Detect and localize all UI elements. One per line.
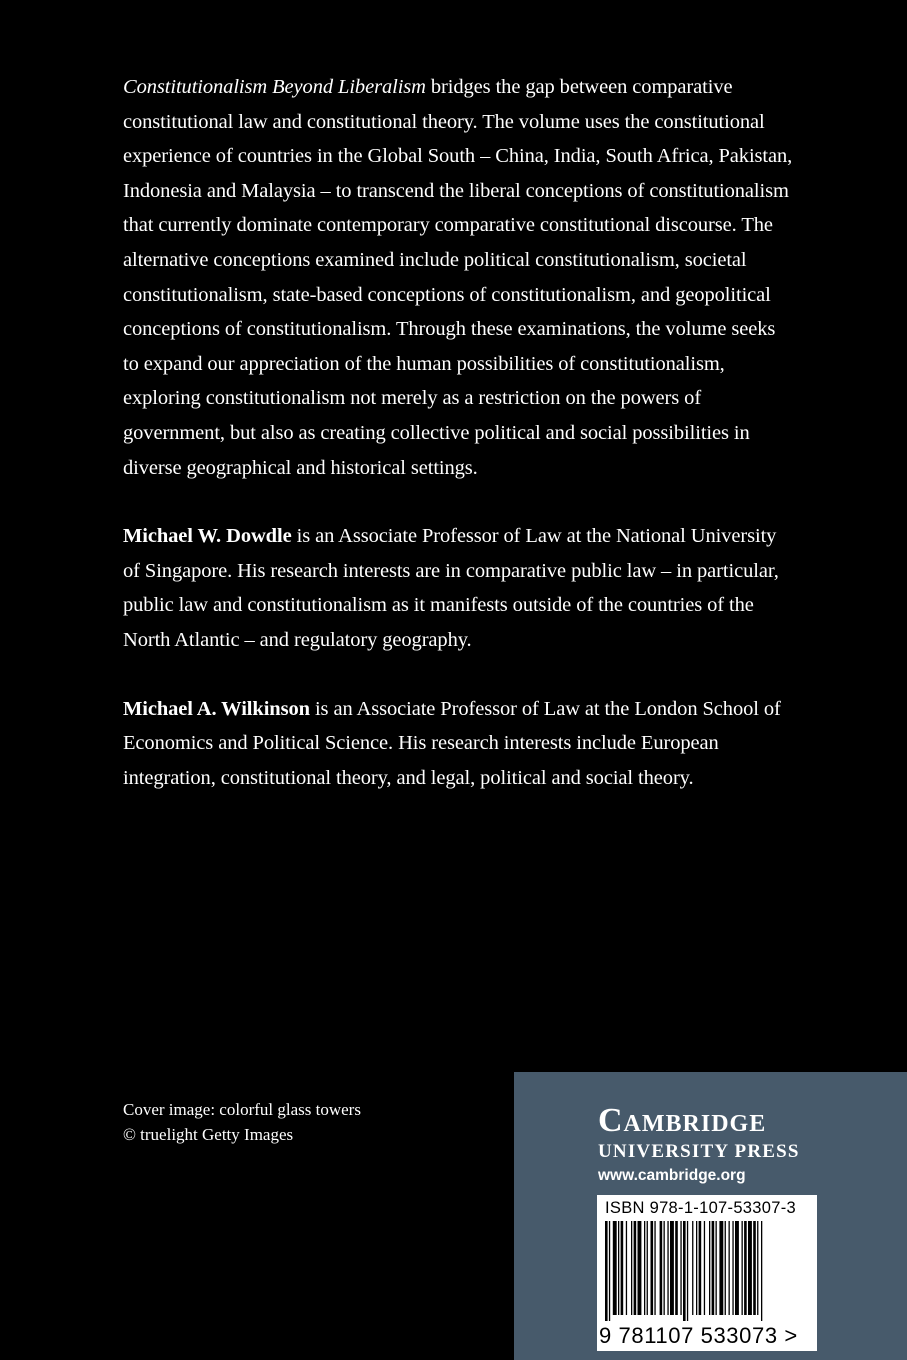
author-bio-text: is an Associate Professor of Law at the London School of Economics and Political Science. His research interests include European integration, constitutional theory, and legal, political and social theory. <box>123 697 781 789</box>
barcode-bar <box>716 1221 717 1315</box>
barcode-bar <box>638 1221 642 1315</box>
barcode-bar <box>719 1221 723 1315</box>
barcode-bar <box>748 1221 752 1315</box>
barcode-bar <box>742 1221 743 1315</box>
barcode-bar <box>621 1221 624 1315</box>
barcode-bar <box>618 1221 619 1315</box>
publisher-subtitle: UNIVERSITY PRESS <box>598 1141 800 1162</box>
barcode-bar <box>692 1221 693 1315</box>
barcode-bar <box>704 1221 705 1315</box>
author-name: Michael A. Wilkinson <box>123 697 310 720</box>
barcode-bar <box>626 1221 627 1315</box>
barcode-bar <box>680 1221 681 1315</box>
blurb-paragraph <box>123 70 793 485</box>
barcode-bar <box>664 1221 665 1315</box>
barcode-bar <box>605 1221 608 1321</box>
barcode-bar <box>729 1221 730 1315</box>
barcode-bar <box>647 1221 648 1315</box>
barcode-bar <box>761 1221 762 1321</box>
publisher-panel <box>514 1072 907 1360</box>
barcode-bar <box>696 1221 697 1315</box>
barcode-bar <box>709 1221 710 1315</box>
barcode-card <box>597 1195 817 1351</box>
isbn-label: ISBN 978-1-107-53307-3 <box>605 1199 796 1217</box>
barcode-bar <box>687 1221 688 1321</box>
barcode-bar <box>699 1221 702 1315</box>
barcode-bar <box>634 1221 637 1315</box>
barcode-bar <box>667 1221 668 1315</box>
barcode-bar <box>654 1221 655 1315</box>
barcode-bar <box>660 1221 663 1315</box>
barcode-bar <box>644 1221 645 1315</box>
credit-line-2: © truelight Getty Images <box>123 1125 294 1144</box>
barcode-bar <box>683 1221 686 1321</box>
barcode-bar <box>651 1221 654 1315</box>
author-name: Michael W. Dowdle <box>123 525 292 548</box>
author-bio-text: is an Associate Professor of Law at the National University of Singapore. His research interests are in comparative public law – in particular, public law and constitutionalism as it manifests outside of the countries of the North Atlantic – and regulatory geography. <box>123 525 779 651</box>
publisher-name: Cambridge <box>598 1102 767 1139</box>
barcode-bar <box>744 1221 747 1315</box>
barcode-bar <box>753 1221 756 1315</box>
barcode-bar <box>712 1221 715 1315</box>
cover-image-credit <box>123 1097 361 1147</box>
barcode-icon <box>605 1221 809 1321</box>
book-title: Constitutionalism Beyond Liberalism <box>123 76 426 98</box>
blurb-text: bridges the gap between comparative constitutional law and constitutional theory. The volume uses the constitutional experience of countries in the Global South – China, India, South Africa, Pakistan, Indonesia and Malaysia – to transcend the liberal conceptions of constitutionalism that currently dominate contemporary comparative constitutional discourse. The alternative conceptions examined include political constitutionalism, societal constitutionalism, state-based conceptions of constitutionalism, and geopolitical conceptions of constitutionalism. Through these examinations, the volume seeks to expand our appreciation of the human possibilities of constitutionalism, exploring constitutionalism not merely as a restriction on the powers of government, but also as creating collective political and social possibilities in diverse geographical and historical settings. <box>123 76 793 479</box>
barcode-bar <box>725 1221 726 1315</box>
author-bio-wilkinson <box>123 692 793 796</box>
back-cover-text <box>123 70 793 829</box>
barcode-bar <box>757 1221 758 1315</box>
credit-line-1: Cover image: colorful glass towers <box>123 1100 361 1119</box>
barcode-bar <box>735 1221 739 1315</box>
barcode-bar <box>670 1221 674 1315</box>
ean-digits: 9 781107 533073 > <box>599 1323 798 1348</box>
barcode-bar <box>732 1221 733 1315</box>
barcode-bar <box>609 1221 610 1321</box>
barcode-bar <box>675 1221 678 1315</box>
author-bio-dowdle <box>123 519 793 657</box>
publisher-url[interactable]: www.cambridge.org <box>598 1167 746 1184</box>
barcode-bar <box>613 1221 617 1315</box>
barcode-bar <box>631 1221 632 1315</box>
